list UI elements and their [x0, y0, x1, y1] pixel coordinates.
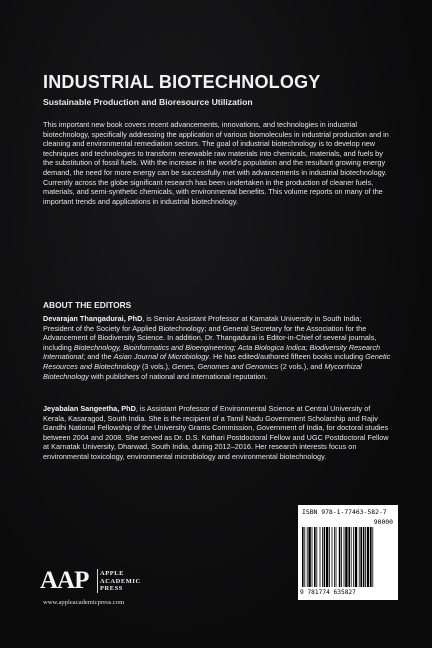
bio-text: (3 vols.),	[139, 361, 172, 371]
price-code: 90000	[373, 518, 393, 526]
barcode-bar	[355, 527, 357, 587]
bio-text: ; and the	[83, 352, 114, 362]
editor-bio-thangadurai	[43, 314, 393, 381]
barcode-bar	[324, 527, 326, 587]
book-subtitle: Sustainable Production and Bioresource Utilization	[43, 97, 253, 107]
barcode-bars	[302, 527, 394, 589]
barcode-bar	[341, 527, 342, 587]
logo-divider	[97, 569, 98, 593]
editor-name: Jeyabalan Sangeetha, PhD	[43, 404, 136, 413]
barcode-bar	[307, 527, 308, 587]
barcode-bar	[372, 527, 373, 587]
editor-name: Devarajan Thangadurai, PhD	[43, 314, 143, 323]
barcode-bar	[351, 527, 352, 587]
journal-title: Asian Journal of Microbiology	[113, 352, 209, 362]
barcode-number: 9 781774 635827	[300, 589, 356, 596]
bio-text: , is Senior Assistant Professor at Karnatak University in South India; President of the Society for Applied Biotechnology; and General Secretary for the Association for the Advancement of Biodiversity Science. In addition, Dr. Thangadurai is Editor-in-Chief of several journals, including	[43, 314, 377, 352]
barcode-bar	[359, 527, 360, 587]
barcode-bar	[304, 527, 305, 587]
barcode-bar	[370, 527, 372, 587]
barcode-bar	[302, 527, 304, 587]
barcode-bar	[348, 527, 350, 587]
logo-word: APPLE	[100, 570, 124, 577]
barcode-bar	[312, 527, 313, 587]
barcode-bar	[314, 527, 316, 587]
barcode-bar	[345, 527, 347, 587]
barcode-bar	[344, 527, 345, 587]
bio-text: (2 vols.), and	[278, 361, 325, 371]
isbn-label: ISBN 978-1-77463-582-7	[302, 508, 387, 516]
barcode-bar	[336, 527, 337, 587]
book-title-ref: Genes, Genomes and Genomics	[171, 361, 279, 371]
logo-letters: AAP	[40, 567, 89, 594]
barcode-bar	[308, 527, 310, 587]
bio-text: . He has edited/authored fifteen books including	[208, 352, 366, 362]
barcode-bar	[353, 527, 354, 587]
logo-wordmark	[100, 570, 141, 593]
barcode-bar	[365, 527, 366, 587]
book-title-ref: Mycorrhizal Biotechnology	[43, 361, 362, 381]
book-title: INDUSTRIAL BIOTECHNOLOGY	[43, 72, 321, 92]
editor-bio-sangeetha	[43, 404, 393, 462]
bio-text: with publishers of national and international reputation.	[88, 371, 268, 381]
barcode-bar	[316, 527, 317, 587]
barcode-bar	[360, 527, 362, 587]
barcode-bar	[339, 527, 341, 587]
barcode-bar	[322, 527, 323, 587]
barcode-bar	[363, 527, 365, 587]
publisher-website: www.appleacademicpress.com	[43, 599, 125, 606]
barcode-bar	[329, 527, 330, 587]
journal-titles: Biotechnology, Bioinformatics and Bioengineering; Acta Biologica Indica; Biodiversity Research International	[43, 342, 381, 362]
about-editors-heading: ABOUT THE EDITORS	[43, 300, 132, 310]
book-title-ref: Genetic Resources and Biotechnology	[43, 352, 391, 371]
book-description: This important new book covers recent advancements, innovations, and technologies in industrial biotechnology, specifically addressing the application of various biomolecules in industrial production and in cleaning and environmental remediation sectors. The goal of industrial biotechnology is to develop new techniques and technologies to transform renewable raw materials into chemicals, materials, and fuels by the substitution of fossil fuels. With the increase in the world's population and the resultant growing energy demand, the need for more energy can be successfully met with advancements in industrial biotechnology. Currently across the globe significant research has been undertaken in the production of cleaner fuels, materials, and semi-synthetic chemicals, with environmental benefits. This volume reports on many of the important trends and applications in industrial biotechnology.	[43, 120, 389, 206]
barcode-bar	[332, 527, 333, 587]
logo-word: ACADEMIC	[100, 577, 141, 585]
bio-text: , is Assistant Professor of Environmental Science at Central University of Kerala, Kasaragod, South India. She is the recipient of a Tamil Nadu Government Scholarship and Rajiv Gandhi National Fellowship of the University Grants Commission, Government of India, for doctoral studies between 2004 and 2008. She served as Dr. D.S. Kothari Postdoctoral Fellow and UGC Postdoctoral Fellow at Karnatak University, Dharwad, South India, during 2012–2016. Her research interests focus on environmental toxicology, environmental microbiology and environmental biotechnology.	[43, 404, 389, 461]
barcode-bar	[320, 527, 321, 587]
barcode-bar	[334, 527, 335, 587]
barcode-bar	[367, 527, 369, 587]
barcode-bar	[326, 527, 328, 587]
isbn-barcode	[298, 505, 398, 600]
logo-word: PRESS	[100, 585, 123, 593]
